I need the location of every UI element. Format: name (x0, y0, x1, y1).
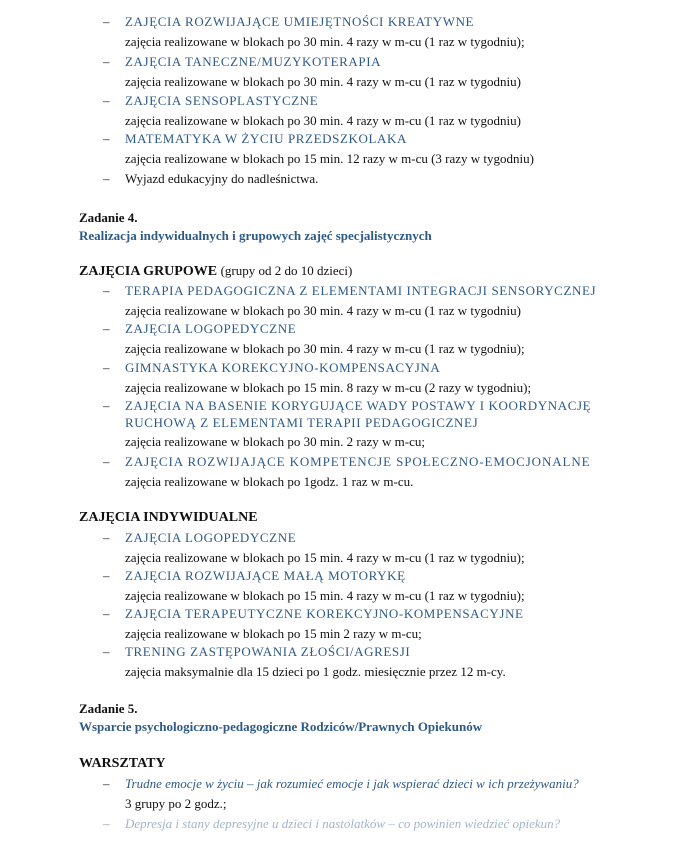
item-title: MATEMATYKA W ŻYCIU PRZEDSZKOLAKA (125, 131, 407, 146)
task-subheading: Realizacja indywidualnych i grupowych zajęć specjalistycznych (79, 228, 432, 243)
item-title: Trudne emocje w życiu – jak rozumieć emocje i jak wspierać dzieci w ich przeżywaniu? (125, 776, 579, 791)
item-title: ZAJĘCIA LOGOPEDYCZNE (125, 530, 297, 545)
item-title: Depresja i stany depresyjne u dzieci i nastolatków – co powinien wiedzieć opiekun? (125, 816, 561, 831)
item-desc: zajęcia realizowane w blokach po 30 min. 4 razy w m-cu (1 raz w tygodniu) (125, 74, 521, 89)
list-dash: – (103, 816, 110, 831)
task-heading: Zadanie 4. (79, 210, 138, 225)
section-heading-individual: ZAJĘCIA INDYWIDUALNE (79, 510, 258, 525)
list-dash: – (103, 454, 110, 469)
list-dash: – (103, 321, 110, 336)
item-title: TERAPIA PEDAGOGICZNA Z ELEMENTAMI INTEGRACJI SENSORYCZNEJ (125, 283, 597, 298)
list-dash: – (103, 644, 110, 659)
section-heading-group (79, 263, 352, 280)
item-title: ZAJĘCIA TERAPEUTYCZNE KOREKCYJNO-KOMPENSACYJNE (125, 606, 524, 621)
item-title: TRENING ZASTĘPOWANIA ZŁOŚCI/AGRESJI (125, 644, 411, 659)
list-dash: – (103, 131, 110, 146)
item-title: ZAJĘCIA NA BASENIE KORYGUJĄCE WADY POSTAWY I KOORDYNACJĘ (125, 398, 592, 413)
item-desc: zajęcia realizowane w blokach po 30 min. 4 razy w m-cu (1 raz w tygodniu) (125, 303, 521, 318)
task-subheading: Wsparcie psychologiczno-pedagogiczne Rodziców/Prawnych Opiekunów (79, 719, 483, 734)
section-title: ZAJĘCIA GRUPOWE (79, 264, 218, 279)
item-title: ZAJĘCIA ROZWIJAJĄCE MAŁĄ MOTORYKĘ (125, 568, 406, 583)
list-dash: – (103, 14, 110, 29)
list-dash: – (103, 606, 110, 621)
item-desc: zajęcia realizowane w blokach po 1godz. 1 raz w m-cu. (125, 474, 414, 489)
item-desc: zajęcia realizowane w blokach po 15 min. 4 razy w m-cu (1 raz w tygodniu); (125, 550, 525, 565)
list-dash: – (103, 93, 110, 108)
item-desc: zajęcia realizowane w blokach po 15 min 2 razy w m-cu; (125, 626, 422, 641)
item-desc: zajęcia realizowane w blokach po 30 min. 4 razy w m-cu (1 raz w tygodniu) (125, 113, 521, 128)
section-heading-workshops: WARSZTATY (79, 756, 166, 771)
list-dash: – (103, 530, 110, 545)
item-title-continued: RUCHOWĄ Z ELEMENTAMI TERAPII PEDAGOGICZNEJ (125, 415, 479, 430)
item-title: ZAJĘCIA ROZWIJAJĄCE UMIEJĘTNOŚCI KREATYWNE (125, 14, 475, 29)
item-desc: zajęcia realizowane w blokach po 15 min. 12 razy w m-cu (3 razy w tygodniu) (125, 151, 534, 166)
item-title: ZAJĘCIA TANECZNE/MUZYKOTERAPIA (125, 54, 382, 69)
list-dash: – (103, 171, 110, 186)
item-title: GIMNASTYKA KOREKCYJNO-KOMPENSACYJNA (125, 360, 441, 375)
item-desc: zajęcia realizowane w blokach po 30 min. 2 razy w m-cu; (125, 434, 425, 449)
task-heading: Zadanie 5. (79, 701, 138, 716)
list-dash: – (103, 283, 110, 298)
list-dash: – (103, 54, 110, 69)
item-title: ZAJĘCIA LOGOPEDYCZNE (125, 321, 297, 336)
item-desc: zajęcia maksymalnie dla 15 dzieci po 1 godz. miesięcznie przez 12 m-cy. (125, 664, 506, 679)
item-title: ZAJĘCIA SENSOPLASTYCZNE (125, 93, 319, 108)
list-dash: – (103, 568, 110, 583)
list-dash: – (103, 398, 110, 413)
item-desc: zajęcia realizowane w blokach po 15 min. 4 razy w m-cu (1 raz w tygodniu); (125, 588, 525, 603)
item-desc: zajęcia realizowane w blokach po 30 min. 4 razy w m-cu (1 raz w tygodniu); (125, 34, 525, 49)
section-note: (grupy od 2 do 10 dzieci) (220, 263, 353, 278)
list-dash: – (103, 360, 110, 375)
item-title: Wyjazd edukacyjny do nadleśnictwa. (125, 171, 319, 186)
list-dash: – (103, 776, 110, 791)
item-title: ZAJĘCIA ROZWIJAJĄCE KOMPETENCJE SPOŁECZNO-EMOCJONALNE (125, 454, 591, 469)
item-desc: zajęcia realizowane w blokach po 15 min. 8 razy w m-cu (2 razy w tygodniu); (125, 380, 532, 395)
item-desc: zajęcia realizowane w blokach po 30 min. 4 razy w m-cu (1 raz w tygodniu); (125, 341, 525, 356)
item-desc: 3 grupy po 2 godz.; (125, 796, 227, 811)
